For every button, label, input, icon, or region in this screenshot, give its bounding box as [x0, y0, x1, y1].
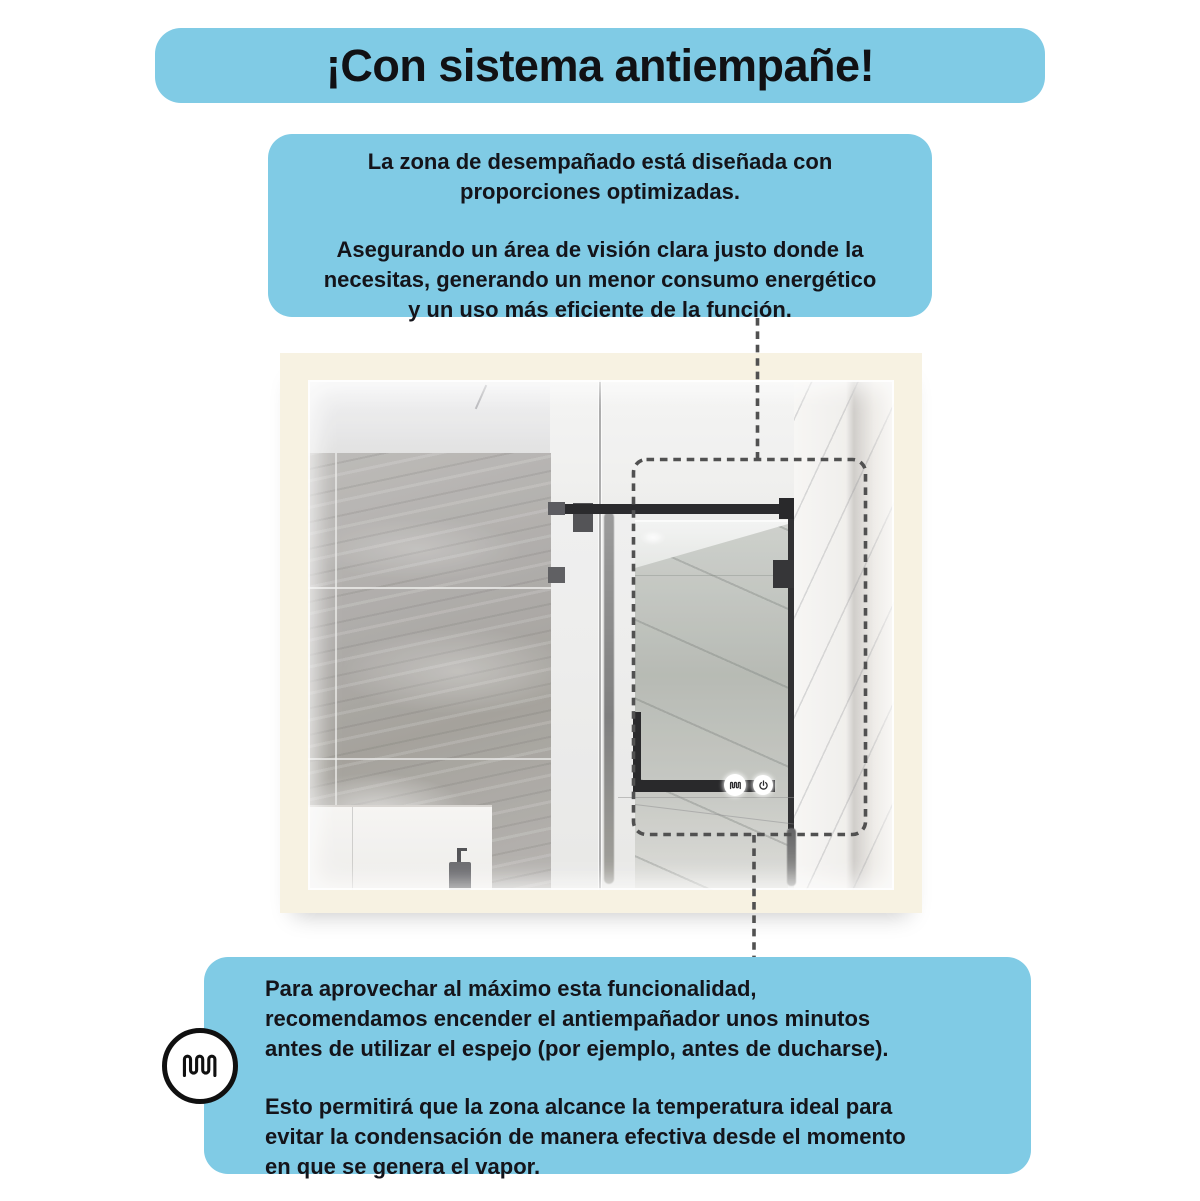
info-top-line: y un uso más eficiente de la función. [408, 297, 792, 322]
info-top-line: necesitas, generando un menor consumo energético [323, 267, 877, 292]
door-hinge [548, 567, 565, 583]
page-title: ¡Con sistema antiempañe! [325, 39, 875, 91]
paragraph-gap [296, 207, 904, 235]
mirror-photo [280, 353, 922, 913]
soap-bottle-spout [457, 848, 467, 851]
door-hinge [773, 560, 794, 588]
wall-edge [635, 575, 788, 576]
shower-frame-lower [787, 828, 796, 886]
info-box-top [268, 134, 932, 322]
info-top-line: proporciones optimizadas. [460, 179, 740, 204]
door-bracket [548, 502, 565, 515]
tile-seam [308, 758, 551, 760]
marble-wall-right [794, 380, 894, 890]
title-banner [155, 28, 1045, 103]
paragraph-gap [265, 1064, 1011, 1092]
touch-control-power-icon[interactable] [753, 775, 773, 795]
tile-seam [618, 797, 794, 798]
info-top-line: Asegurando un área de visión clara justo donde la [336, 237, 864, 262]
tile-seam [308, 587, 551, 589]
mirror-door-seam [599, 380, 601, 890]
heater-badge [162, 1028, 238, 1104]
tile-seam [352, 807, 353, 890]
info-bottom-line: Esto permitirá que la zona alcance la temperatura ideal para [265, 1094, 893, 1119]
rail-end-block [779, 498, 794, 519]
info-bottom-line: recomendamos encender el antiempañador unos minutos [265, 1006, 871, 1031]
mirror-scene [308, 380, 894, 890]
back-wall [550, 380, 794, 520]
shower-door-top-rail [565, 504, 793, 514]
glass-door-edge [604, 512, 614, 884]
touch-control-heater-icon[interactable] [724, 774, 746, 796]
light-reflection [640, 530, 666, 545]
heater-coil-icon [176, 1043, 224, 1089]
towel-bar-support [633, 712, 641, 782]
soap-bottle [449, 862, 471, 890]
info-bottom-line: evitar la condensación de manera efectiva desde el momento [265, 1124, 906, 1149]
info-bottom-line: Para aprovechar al máximo esta funcionalidad, [265, 976, 757, 1001]
info-bottom-line: en que se genera el vapor. [265, 1154, 541, 1179]
info-box-bottom [204, 957, 1031, 1179]
glass-top-edge [635, 520, 788, 522]
info-top-line: La zona de desempañado está diseñada con [367, 149, 833, 174]
shower-interior [635, 520, 788, 890]
info-bottom-line: antes de utilizar el espejo (por ejemplo, antes de ducharse). [265, 1036, 889, 1061]
